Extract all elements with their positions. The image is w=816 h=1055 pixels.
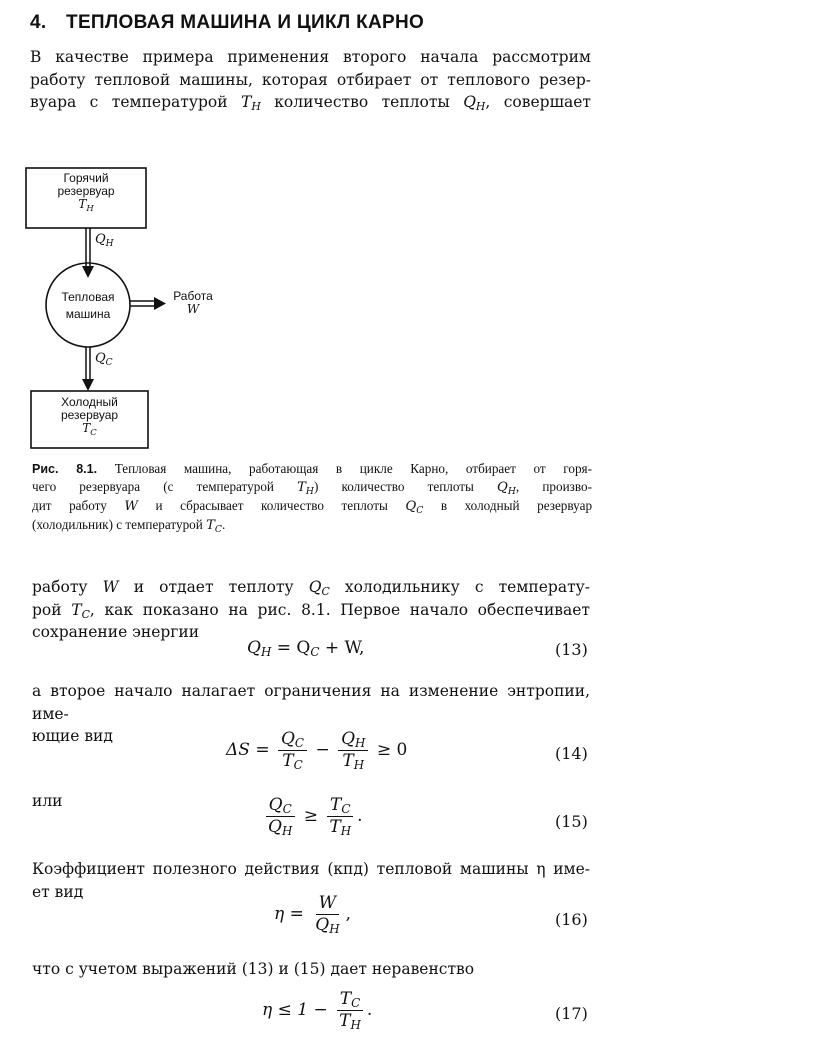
caption-line-4: (холодильник) с температурой $T_C$. (32, 517, 226, 535)
equation-15: $\frac{Q_C}{Q_H}$ ≥ $\frac{T_C}{T_H}$ . (262, 796, 363, 837)
p3-line-1: а второе начало налагает ограничения на изменение энтропии, име- (32, 682, 590, 723)
hot-reservoir-line2: резервуар (57, 184, 115, 198)
p5-line-1: Коэффициент полезного действия (кпд) тепловой машины η име- (32, 860, 590, 878)
equation-number-17: (17) (555, 1004, 588, 1023)
engine-line2: машина (65, 307, 111, 321)
q-hot-label: $Q_H$ (95, 232, 114, 249)
engine-label (50, 291, 126, 321)
work-symbol: W (186, 302, 200, 316)
equation-13: $Q_H = Q_C + W$, (247, 638, 365, 659)
or-text: или (32, 792, 63, 810)
p2-line-2: рой $T_C$, как показано на рис. 8.1. Первое начало обеспечивает (32, 600, 590, 621)
hot-reservoir-line1: Горячий (63, 171, 109, 185)
engine-line1: Тепловая (61, 290, 115, 304)
equation-number-14: (14) (555, 744, 588, 763)
arrow-qh-head (82, 266, 94, 278)
caption-line-2: чего резервуара (с температурой $T_H$) количество теплоты $Q_H$, произво- (32, 479, 592, 497)
energy-paragraph (32, 576, 590, 644)
equation-14: ΔS = $\frac{Q_C}{T_C}$ − $\frac{Q_H}{T_H}$ ≥ 0 (226, 729, 408, 772)
intro-line-3 (30, 91, 591, 114)
cold-reservoir-temp: $T_C$ (82, 421, 97, 437)
intro-text: количество теплоты (274, 93, 450, 111)
section-number: 4. (30, 12, 47, 33)
intro-text: вуара с температурой (30, 93, 228, 111)
inequality-paragraph: что с учетом выражений (13) и (15) дает неравенство (32, 960, 475, 978)
cold-reservoir-line1: Холодный (61, 395, 118, 409)
caption-fig-label: Рис. 8.1. (32, 462, 98, 476)
symbol-q-hot: $Q_H$ (463, 93, 486, 113)
intro-line-2: работу тепловой машины, которая отбирает от теплового резер- (30, 70, 591, 89)
hot-reservoir-temp: $T_H$ (78, 197, 94, 213)
section-title: ТЕПЛОВАЯ МАШИНА И ЦИКЛ КАРНО (66, 12, 425, 33)
equation-17: η ≤ 1 − $\frac{T_C}{T_H}$ . (262, 989, 373, 1032)
equation-number-13: (13) (555, 640, 588, 659)
intro-paragraph (30, 46, 591, 114)
symbol-t-hot: $T_H$ (240, 93, 261, 113)
figure-caption (32, 460, 592, 535)
cold-reservoir-line2: резервуар (60, 408, 119, 422)
p5-line-2: ет вид (32, 882, 84, 901)
q-cold-label: $Q_C$ (95, 351, 113, 368)
arrow-qc-head (82, 379, 94, 391)
section-heading (30, 12, 424, 34)
work-label-text: Работа (173, 289, 213, 303)
intro-line-1: В качестве примера применения второго начала рассмотрим (30, 48, 591, 66)
p2-line-3: сохранение энергии (32, 623, 200, 641)
equation-number-16: (16) (555, 910, 588, 929)
caption-line-1: Рис. 8.1. Тепловая машина, работающая в цикле Карно, отбирает от горя- (32, 461, 592, 476)
work-label (168, 290, 218, 316)
p2-line-1: работу W и отдает теплоту $Q_C$ холодильнику с температу- (32, 578, 591, 598)
arrow-work-head (154, 297, 166, 310)
cold-reservoir-label (31, 396, 148, 435)
p3-line-2: ющие вид (32, 727, 113, 745)
equation-number-15: (15) (555, 812, 588, 831)
equation-16: η = $\frac{W}{Q_H}$ , (274, 893, 351, 936)
hot-reservoir-label (26, 172, 146, 211)
intro-text: , совершает (485, 93, 591, 111)
caption-line-3: дит работу W и сбрасывает количество теплоты $Q_C$ в холодный резервуар (32, 498, 593, 516)
